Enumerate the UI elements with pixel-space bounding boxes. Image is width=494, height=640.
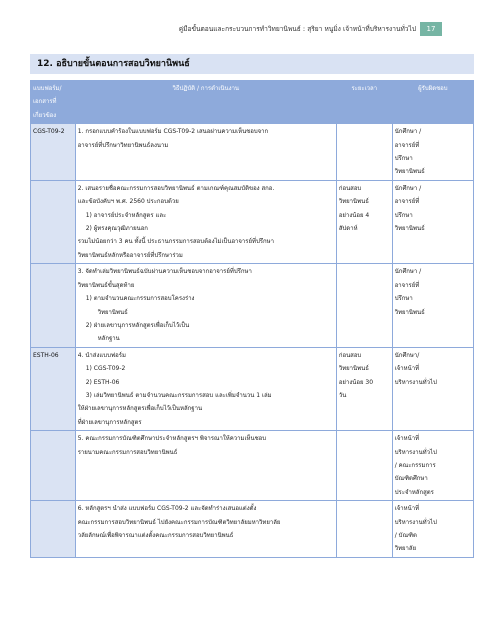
method-line: รายนามคณะกรรมการสอบวิทยานิพนธ์	[77, 448, 178, 456]
method-line: 2. เสนอรายชื่อคณะกรรมการสอบวิทยานิพนธ์ ตามเกณฑ์คุณสมบัติของ สกอ.	[77, 184, 275, 192]
responsible-line: ปรึกษา	[394, 295, 413, 303]
method-line: 3) เล่มวิทยานิพนธ์ ตามจำนวนคณะกรรมการสอบ และเพิ่มจำนวน 1 เล่ม	[85, 391, 272, 399]
responsible-line: อาจารย์ที่	[394, 281, 420, 289]
table-row	[31, 180, 474, 263]
method-line: หลักฐาน	[97, 335, 120, 343]
responsible-line: วิทยานิพนธ์	[394, 308, 425, 316]
responsible-line: วิทยานิพนธ์	[394, 225, 425, 233]
table-row	[31, 347, 474, 430]
table-row	[31, 431, 474, 501]
form-code-cell	[31, 431, 76, 501]
method-line: ที่ฝ่ายเลขานุการหลักสูตร	[77, 418, 142, 426]
method-cell	[75, 124, 336, 181]
form-code-cell	[31, 180, 76, 263]
responsible-line: บริหารงานทั่วไป	[394, 378, 437, 386]
form-code-cell: ESTH-06	[31, 347, 76, 430]
responsible-cell	[392, 264, 473, 347]
method-cell	[75, 431, 336, 501]
method-line: 5. คณะกรรมการบัณฑิตศึกษาประจำหลักสูตรฯ พิจารณาให้ความเห็นชอบ	[77, 435, 267, 443]
duration-line: ก่อนสอบ	[338, 184, 362, 192]
method-cell	[75, 347, 336, 430]
table-row	[31, 124, 474, 181]
procedure-table	[30, 80, 474, 558]
header-form-line: เอกสารที่	[33, 98, 57, 106]
responsible-cell	[392, 347, 473, 430]
table-row	[31, 501, 474, 558]
duration-line: วิทยานิพนธ์	[338, 365, 369, 373]
form-code-cell	[31, 264, 76, 347]
responsible-line: นักศึกษา /	[394, 268, 422, 276]
method-line: วลัยลักษณ์เพื่อพิจารณาแต่งตั้งคณะกรรมการสอบวิทยานิพนธ์	[77, 532, 234, 539]
table-header-row	[31, 81, 474, 124]
method-line: 1) CGS-T09-2	[85, 365, 126, 373]
method-line: 4. นำส่งแบบฟอร์ม	[77, 351, 126, 359]
responsible-line: / บัณฑิต	[394, 532, 417, 539]
responsible-cell	[392, 124, 473, 181]
method-line: 2) ผู้ทรงคุณวุฒิภายนอก	[85, 225, 148, 233]
method-line: อาจารย์ที่ปรึกษาวิทยานิพนธ์ลงนาม	[77, 141, 169, 149]
header-method: วิธีปฏิบัติ / การดำเนินงาน	[75, 81, 336, 124]
responsible-line: ปรึกษา	[394, 211, 413, 219]
section-title: 12. อธิบายขั้นตอนการสอบวิทยานิพนธ์	[37, 59, 190, 69]
method-line: รวมไม่น้อยกว่า 3 คน ทั้งนี้ ประธานกรรมการสอบต้องไม่เป็นอาจารย์ที่ปรึกษา	[77, 238, 274, 246]
method-line: 2) ESTH-06	[85, 378, 120, 386]
method-line: คณะกรรมการสอบวิทยานิพนธ์ ไปยังคณะกรรมการบัณฑิตวิทยาลัยมหาวิทยาลัย	[77, 518, 281, 526]
responsible-line: เจ้าหน้าที่	[394, 505, 420, 513]
method-line: วิทยานิพนธ์	[97, 308, 128, 316]
section-heading-bar	[30, 54, 474, 74]
responsible-line: นักศึกษา /	[394, 184, 422, 192]
responsible-line: ประจำหลักสูตร	[394, 488, 434, 496]
method-line: วิทยานิพนธ์หลักหรืออาจารย์ที่ปรึกษาร่วม	[77, 251, 183, 259]
responsible-line: บริหารงานทั่วไป	[394, 448, 437, 456]
method-line: วิทยานิพนธ์ขั้นสุดท้าย	[77, 281, 135, 289]
responsible-cell	[392, 180, 473, 263]
duration-cell	[336, 431, 392, 501]
duration-cell	[336, 347, 392, 430]
duration-line: วิทยานิพนธ์	[338, 198, 369, 206]
duration-line: สัปดาห์	[338, 225, 358, 233]
duration-cell	[336, 180, 392, 263]
header-form	[31, 81, 76, 124]
responsible-line: นักศึกษา/	[394, 351, 420, 359]
duration-cell	[336, 501, 392, 558]
responsible-line: ปรึกษา	[394, 155, 413, 163]
method-line: และข้อบังคับฯ พ.ศ. 2560 ประกอบด้วย	[77, 198, 179, 206]
header-form-line: แบบฟอร์ม/	[33, 85, 62, 92]
method-line: 1) อาจารย์ประจำหลักสูตร และ	[85, 211, 167, 219]
method-line: 1) ตามจำนวนคณะกรรมการสอบโครงร่าง	[85, 295, 195, 303]
responsible-line: วิทยาลัย	[394, 545, 417, 553]
page-number-badge: 17	[420, 22, 442, 36]
method-line: ให้ฝ่ายเลขานุการหลักสูตรเพื่อเก็บไว้เป็นหลักฐาน	[77, 405, 203, 413]
responsible-line: วิทยานิพนธ์	[394, 168, 425, 176]
method-line: 6. หลักสูตรฯ นำส่ง แบบฟอร์ม CGS-T09-2 และจัดทำร่างเสนอแต่งตั้ง	[77, 505, 257, 513]
method-cell	[75, 264, 336, 347]
method-cell	[75, 501, 336, 558]
form-code-cell: CGS-T09-2	[31, 124, 76, 181]
responsible-line: นักศึกษา /	[394, 128, 422, 136]
method-line: 3. จัดทำเล่มวิทยานิพนธ์ฉบับผ่านความเห็นชอบจากอาจารย์ที่ปรึกษา	[77, 268, 252, 276]
responsible-line: อาจารย์ที่	[394, 141, 420, 149]
header-responsible: ผู้รับผิดชอบ	[392, 81, 473, 124]
duration-line: อย่างน้อย 30	[338, 378, 374, 386]
header-form-line: เกี่ยวข้อง	[33, 111, 57, 119]
duration-line: อย่างน้อย 4	[338, 211, 370, 219]
responsible-line: บัณฑิตศึกษา	[394, 475, 428, 483]
responsible-line: อาจารย์ที่	[394, 198, 420, 206]
responsible-cell	[392, 431, 473, 501]
method-line: 2) ฝ่ายเลขานุการหลักสูตรเพื่อเก็บไว้เป็น	[85, 321, 190, 329]
header-title: คู่มือขั้นตอนและกระบวนการทำวิทยานิพนธ์ : สุริยา หนูมิ่ง เจ้าหน้าที่บริหารงานทั่วไป	[178, 25, 416, 33]
duration-cell	[336, 264, 392, 347]
table-row	[31, 264, 474, 347]
header-duration: ระยะเวลา	[336, 81, 392, 124]
responsible-line: เจ้าหน้าที่	[394, 365, 420, 373]
duration-line: ก่อนสอบ	[338, 351, 362, 359]
form-code-cell	[31, 501, 76, 558]
responsible-line: เจ้าหน้าที่	[394, 435, 420, 443]
method-line: 1. กรอกแบบคำร้องในแบบฟอร์ม CGS-T09-2 เสนอผ่านความเห็นชอบจาก	[77, 128, 269, 136]
duration-cell	[336, 124, 392, 181]
responsible-line: บริหารงานทั่วไป	[394, 518, 437, 526]
responsible-cell	[392, 501, 473, 558]
method-cell	[75, 180, 336, 263]
page-header	[0, 22, 494, 36]
responsible-line: / คณะกรรมการ	[394, 461, 436, 469]
duration-line: วัน	[338, 391, 347, 399]
